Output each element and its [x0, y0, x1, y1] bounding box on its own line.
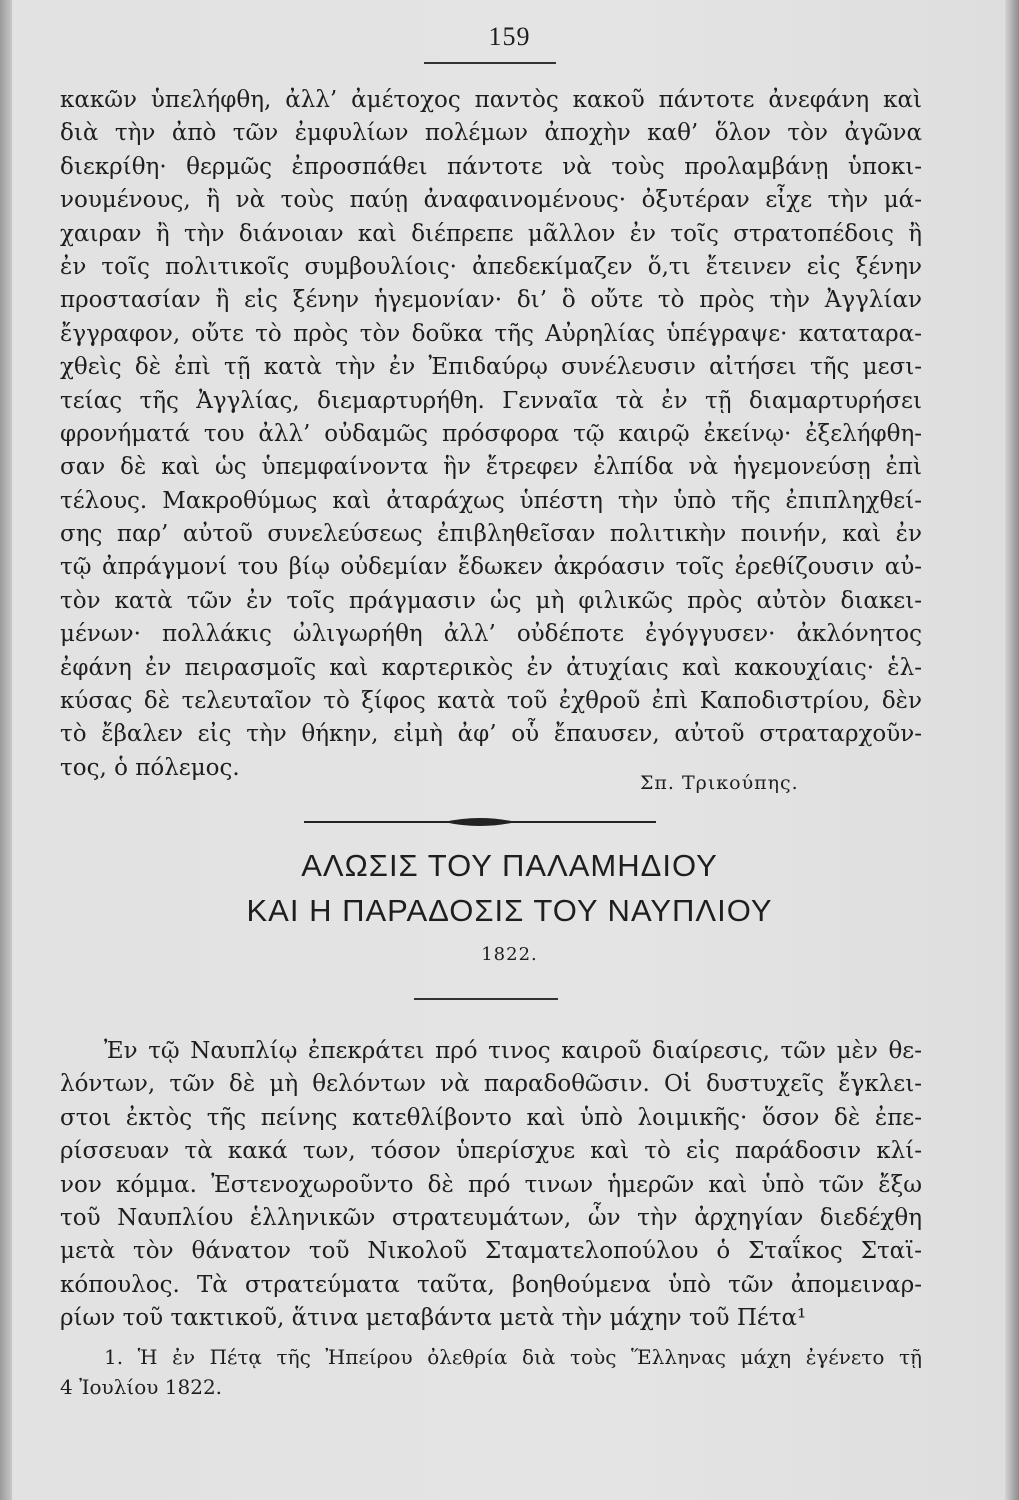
paragraph1-line: τέλους. Μακροθύμως καὶ ἀταράχως ὑπέστη τὴν ὑπὸ τῆς ἐπιπληχθεί-	[60, 487, 922, 514]
paragraph1-line: τείας τῆς Ἀγγλίας, διεμαρτυρήθη. Γενναῖα τὰ ἐν τῇ διαμαρτυρήσει	[60, 387, 922, 414]
paragraph2-line: Ἐν τῷ Ναυπλίῳ ἐπεκράτει πρό τινος καιροῦ διαίρεσις, τῶν μὲν θε-	[104, 1038, 922, 1064]
paragraph2-line: ρίων τοῦ τακτικοῦ, ἅτινα μεταβάντα μετὰ τὴν μάχην τοῦ Πέτα¹	[60, 1305, 807, 1332]
paragraph1-line: ἔγγραφον, οὔτε τὸ πρὸς τὸν δοῦκα τῆς Αὐρηλίας ὑπέγραψε· καταταρα-	[60, 320, 922, 347]
paragraph1-line: χαιραν ἢ τὴν διάνοιαν καὶ διέπρεπε μᾶλλον ἐν τοῖς στρατοπέδοις ἢ	[60, 220, 922, 247]
paragraph1-line: κύσας δὲ τελευταῖον τὸ ξίφος κατὰ τοῦ ἐχθροῦ ἐπὶ Καποδιστρίου, δὲν	[60, 688, 922, 715]
paragraph1-line: προστασίαν ἢ εἰς ξένην ἡγεμονίαν· δι’ ὃ οὔτε τὸ πρὸς τὴν Ἀγγλίαν	[60, 287, 922, 314]
footnote	[60, 1342, 922, 1402]
paragraph1-line: τὸν κατὰ τῶν ἐν τοῖς πράγμασιν ὡς μὴ φιλικῶς πρὸς αὐτὸν διακει-	[60, 587, 922, 614]
page-number-rule	[424, 62, 556, 64]
page-number: 159	[488, 22, 531, 51]
ornamental-divider	[304, 816, 656, 828]
chapter-title-line-1: ΑΛΩΣΙΣ ΤΟΥ ΠΑΛΑΜΗΔΙΟΥ	[301, 848, 718, 883]
paragraph1-line: μένων· πολλάκις ὠλιγωρήθη ἀλλ’ οὐδέποτε ἐγόγγυσεν· ἀκλόνητος	[60, 621, 922, 648]
paragraph1-line: διὰ τὴν ἀπὸ τῶν ἐμφυλίων πολέμων ἀποχὴν καθ’ ὅλον τὸν ἀγῶνα	[60, 120, 922, 147]
chapter-title-line-2: ΚΑΙ Η ΠΑΡΑΔΟΣΙΣ ΤΟΥ ΝΑΥΠΛΙΟΥ	[246, 893, 773, 928]
footnote-line: 1. Ἡ ἐν Πέτᾳ τῆς Ἠπείρου ὀλεθρία διὰ τοὺς Ἕλληνας μάχη ἐγένετο τῇ	[104, 1345, 922, 1369]
paragraph2-line: λόντων, τῶν δὲ μὴ θελόντων νὰ παραδοθῶσιν. Οἱ δυστυχεῖς ἔγκλει-	[60, 1071, 922, 1098]
page-edge	[1005, 0, 1019, 1500]
paragraph1-line: νουμένους, ἢ νὰ τοὺς παύῃ ἀναφαινομένους· ὀξυτέραν εἶχε τὴν μά-	[60, 187, 922, 214]
paragraph1-line: κακῶν ὑπελήφθη, ἀλλ’ ἀμέτοχος παντὸς κακοῦ πάντοτε ἀνεφάνη καὶ	[60, 87, 922, 113]
paragraph1-line: φρονήματά του ἀλλ’ οὐδαμῶς πρόσφορα τῷ καιρῷ ἐκείνῳ· ἐξελήφθη-	[60, 420, 922, 447]
paragraph2-line: στοι ἐκτὸς τῆς πείνης κατεθλίβοντο καὶ ὑπὸ λοιμικῆς· ὅσον δὲ ἐπε-	[60, 1104, 922, 1131]
paragraph1-line: σης παρ’ αὐτοῦ συνελεύσεως ἐπιβληθεῖσαν πολιτικὴν ποινήν, καὶ ἐν	[60, 521, 922, 548]
paragraph2-line: κόπουλος. Τὰ στρατεύματα ταῦτα, βοηθούμενα ὑπὸ τῶν ἀπομειναρ-	[60, 1271, 922, 1298]
paragraph1-line: ἐν τοῖς πολιτικοῖς συμβουλίοις· ἀπεδεκίμαζεν ὅ,τι ἔτεινεν εἰς ξένην	[60, 253, 922, 280]
paragraph2-line: τοῦ Ναυπλίου ἑλληνικῶν στρατευμάτων, ὧν τὴν ἀρχηγίαν διεδέχθη	[60, 1204, 922, 1231]
paragraph2-line: ρίσσευαν τὰ κακά των, τόσον ὑπερίσχυε καὶ τὸ εἰς παράδοσιν κλί-	[60, 1138, 922, 1165]
paragraph-1	[60, 84, 922, 785]
chapter-year: 1822.	[481, 944, 538, 965]
paragraph1-line: ἐφάνη ἐν πειρασμοῖς καὶ καρτερικὸς ἐν ἀτυχίαις καὶ κακουχίαις· ἑλ-	[60, 654, 922, 681]
footnote-line: 4 Ἰουλίου 1822.	[60, 1375, 223, 1399]
author-signature: Σπ. Τρικούπης.	[640, 772, 799, 794]
paragraph1-line: σαν δὲ καὶ ὡς ὑπεμφαίνοντα ἣν ἔτρεφεν ἐλπίδα νὰ ἡγεμονεύσῃ ἐπὶ	[60, 454, 922, 481]
paragraph1-line: διεκρίθη· θερμῶς ἐπροσπάθει πάντοτε νὰ τοὺς προλαμβάνῃ ὑποκι-	[60, 153, 922, 180]
paragraph2-line: νον κόμμα. Ἐστενοχωροῦντο δὲ πρό τινων ἡμερῶν καὶ ὑπὸ τῶν ἔξω	[60, 1171, 922, 1198]
paragraph1-line: τῷ ἀπράγμονί του βίῳ οὐδεμίαν ἔδωκεν ἀκρόασιν τοῖς ἐρεθίζουσιν αὐ-	[60, 554, 922, 581]
paragraph1-line: τὸ ἔβαλεν εἰς τὴν θήκην, εἰμὴ ἀφ’ οὗ ἔπαυσεν, αὐτοῦ στραταρχοῦν-	[60, 721, 922, 748]
binding-edge	[0, 0, 12, 1500]
paragraph1-line: τος, ὁ πόλεμος.	[60, 754, 240, 781]
section-rule	[414, 998, 558, 1000]
paragraph1-line: χθεὶς δὲ ἐπὶ τῇ κατὰ τὴν ἐν Ἐπιδαύρῳ συνέλευσιν αἰτήσει τῆς μεσι-	[60, 354, 922, 381]
paragraph2-line: μετὰ τὸν θάνατον τοῦ Νικολοῦ Σταματελοπούλου ὁ Σταΐκος Σταϊ-	[60, 1238, 922, 1265]
paragraph-2	[60, 1035, 922, 1336]
